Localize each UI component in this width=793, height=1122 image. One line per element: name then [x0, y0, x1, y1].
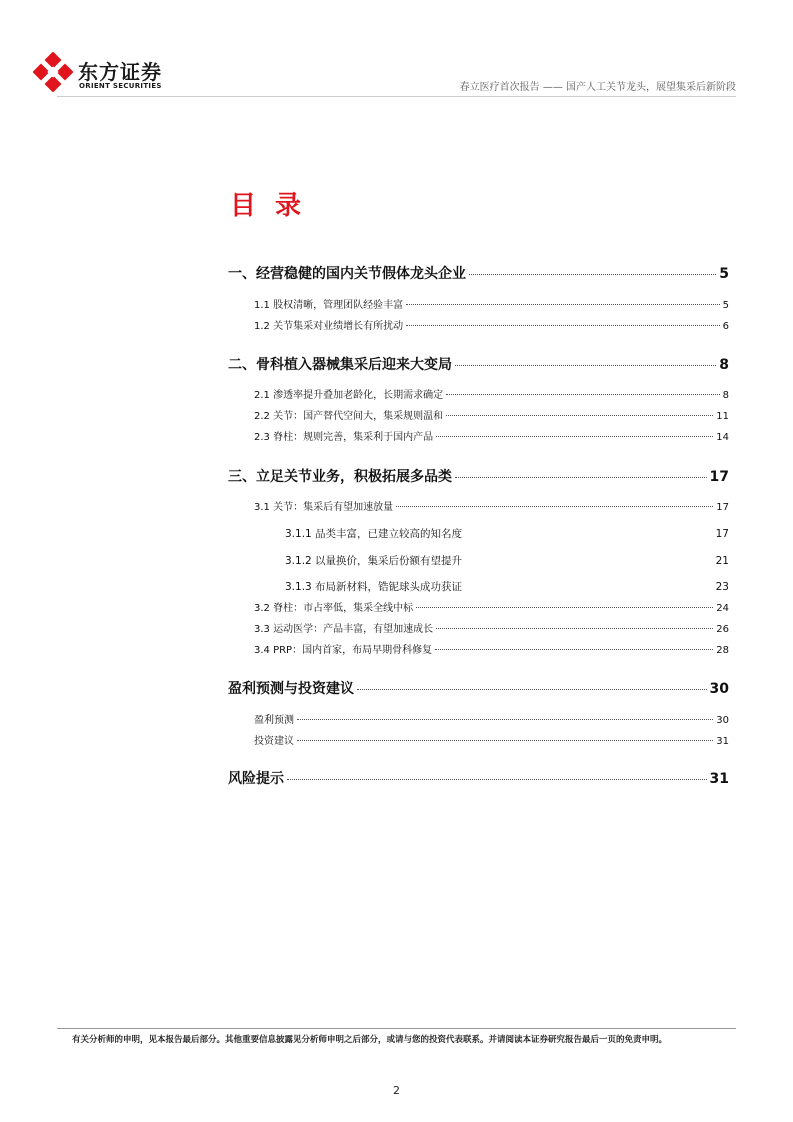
toc-entry-page: 31: [716, 736, 729, 747]
toc-entry-1-2[interactable]: [254, 317, 729, 332]
toc-entry-title: 2.2 关节：国产替代空间大，集采规则温和: [254, 411, 444, 422]
toc-entry-3-3[interactable]: [254, 620, 729, 635]
toc-entry-3-1-2[interactable]: [285, 553, 729, 568]
toc-entry-1-1[interactable]: [254, 296, 729, 311]
toc-leader-dots: [455, 365, 716, 366]
toc-entry-title: 2.3 脊柱：规则完善，集采利于国内产品: [254, 432, 434, 443]
toc-entry-title: 投资建议: [254, 736, 294, 747]
toc-leader-dots: [435, 649, 713, 650]
toc-entry-page: 17: [716, 502, 729, 513]
toc-entry-title: 盈利预测与投资建议: [228, 681, 354, 697]
logo-text-cn: 东方证券: [78, 60, 162, 84]
toc-entry-3-2[interactable]: [254, 599, 729, 614]
toc-leader-dots: [446, 394, 720, 395]
toc-entry-page: 17: [709, 469, 729, 485]
logo-text-en: ORIENT SECURITIES: [79, 82, 162, 90]
toc-leader-dots: [446, 415, 713, 416]
toc-heading: 目 录: [230, 191, 307, 221]
toc-entry-investment-advice[interactable]: [254, 732, 729, 747]
toc-entry-title: 一、经营稳健的国内关节假体龙头企业: [228, 266, 466, 282]
toc-entry-page: 5: [722, 300, 729, 311]
page-number: 2: [393, 1084, 400, 1097]
toc-entry-title: 3.2 脊柱：市占率低，集采全线中标: [254, 603, 414, 614]
toc-entry-page: 23: [715, 581, 729, 593]
disclaimer-text: 有关分析师的申明，见本报告最后部分。其他重要信息披露见分析师申明之后部分，或请与您的投资代表联系。并请阅读本证券研究报告最后一页的免责申明。: [72, 1035, 668, 1045]
toc-entry-3-4[interactable]: [254, 641, 729, 656]
toc-entry-page: 28: [716, 645, 729, 656]
toc-entry-page: 21: [715, 555, 729, 567]
toc-leader-dots: [469, 274, 716, 275]
toc-entry-page: 26: [716, 624, 729, 635]
toc-entry-page: 30: [716, 715, 729, 726]
toc-entry-page: 14: [716, 432, 729, 443]
toc-entry-3-1-3[interactable]: [285, 579, 729, 594]
toc-entry-page: 30: [709, 681, 729, 697]
toc-entry-profit-forecast[interactable]: [254, 711, 729, 726]
toc-entry-page: 11: [716, 411, 729, 422]
toc-entry-title: 三、立足关节业务，积极拓展多品类: [228, 469, 452, 485]
toc-entry-title: 1.1 股权清晰，管理团队经验丰富: [254, 300, 404, 311]
toc-leader-dots: [436, 436, 713, 437]
toc-leader-dots: [396, 506, 713, 507]
toc-entry-title: 1.2 关节集采对业绩增长有所扰动: [254, 321, 404, 332]
toc-leader-dots: [406, 304, 720, 305]
toc-leader-dots: [455, 477, 707, 478]
toc-entry-2-1[interactable]: [254, 386, 729, 401]
toc-entry-2-2[interactable]: [254, 407, 729, 422]
toc-leader-dots: [297, 740, 713, 741]
toc-leader-dots: [406, 325, 720, 326]
toc-leader-dots: [297, 719, 713, 720]
report-title: 春立医疗首次报告 —— 国产人工关节龙头，展望集采后新阶段: [459, 82, 736, 93]
toc-leader-dots: [357, 689, 707, 690]
toc-entry-1[interactable]: [228, 263, 729, 283]
toc-entry-title: 2.1 渗透率提升叠加老龄化，长期需求确定: [254, 390, 444, 401]
toc-entry-title: 3.3 运动医学：产品丰富，有望加速成长: [254, 624, 434, 635]
toc-entry-title: 3.1.1 品类丰富，已建立较高的知名度: [285, 528, 463, 540]
toc-entry-page: 17: [715, 528, 729, 540]
toc-entry-title: 盈利预测: [254, 715, 294, 726]
toc-entry-title: 风险提示: [228, 771, 284, 787]
toc-entry-title: 3.1.3 布局新材料，锆铌球头成功获证: [285, 581, 463, 593]
toc-entry-page: 8: [719, 357, 729, 373]
toc-entry-page: 31: [709, 771, 729, 787]
toc-leader-dots: [416, 607, 713, 608]
toc-entry-title: 3.1 关节：集采后有望加速放量: [254, 502, 394, 513]
toc-entry-3-1[interactable]: [254, 498, 729, 513]
toc-entry-title: 3.1.2 以量换价，集采后份额有望提升: [285, 555, 463, 567]
toc-leader-dots: [436, 628, 713, 629]
toc-entry-page: 8: [722, 390, 729, 401]
toc-entry-page: 5: [719, 266, 729, 282]
toc-entry-3-1-1[interactable]: [285, 526, 729, 541]
toc-leader-dots: [287, 779, 707, 780]
toc-entry-title: 3.4 PRP：国内首家，布局早期骨科修复: [254, 645, 433, 656]
toc-entry-2-3[interactable]: [254, 428, 729, 443]
toc-entry-forecast[interactable]: [228, 678, 729, 698]
toc-entry-risk[interactable]: [228, 768, 729, 788]
footer-divider: [57, 1028, 736, 1029]
toc-entry-2[interactable]: [228, 354, 729, 374]
toc-entry-page: 6: [722, 321, 729, 332]
toc-entry-page: 24: [716, 603, 729, 614]
toc-entry-3[interactable]: [228, 466, 729, 486]
toc-entry-title: 二、骨科植入器械集采后迎来大变局: [228, 357, 452, 373]
